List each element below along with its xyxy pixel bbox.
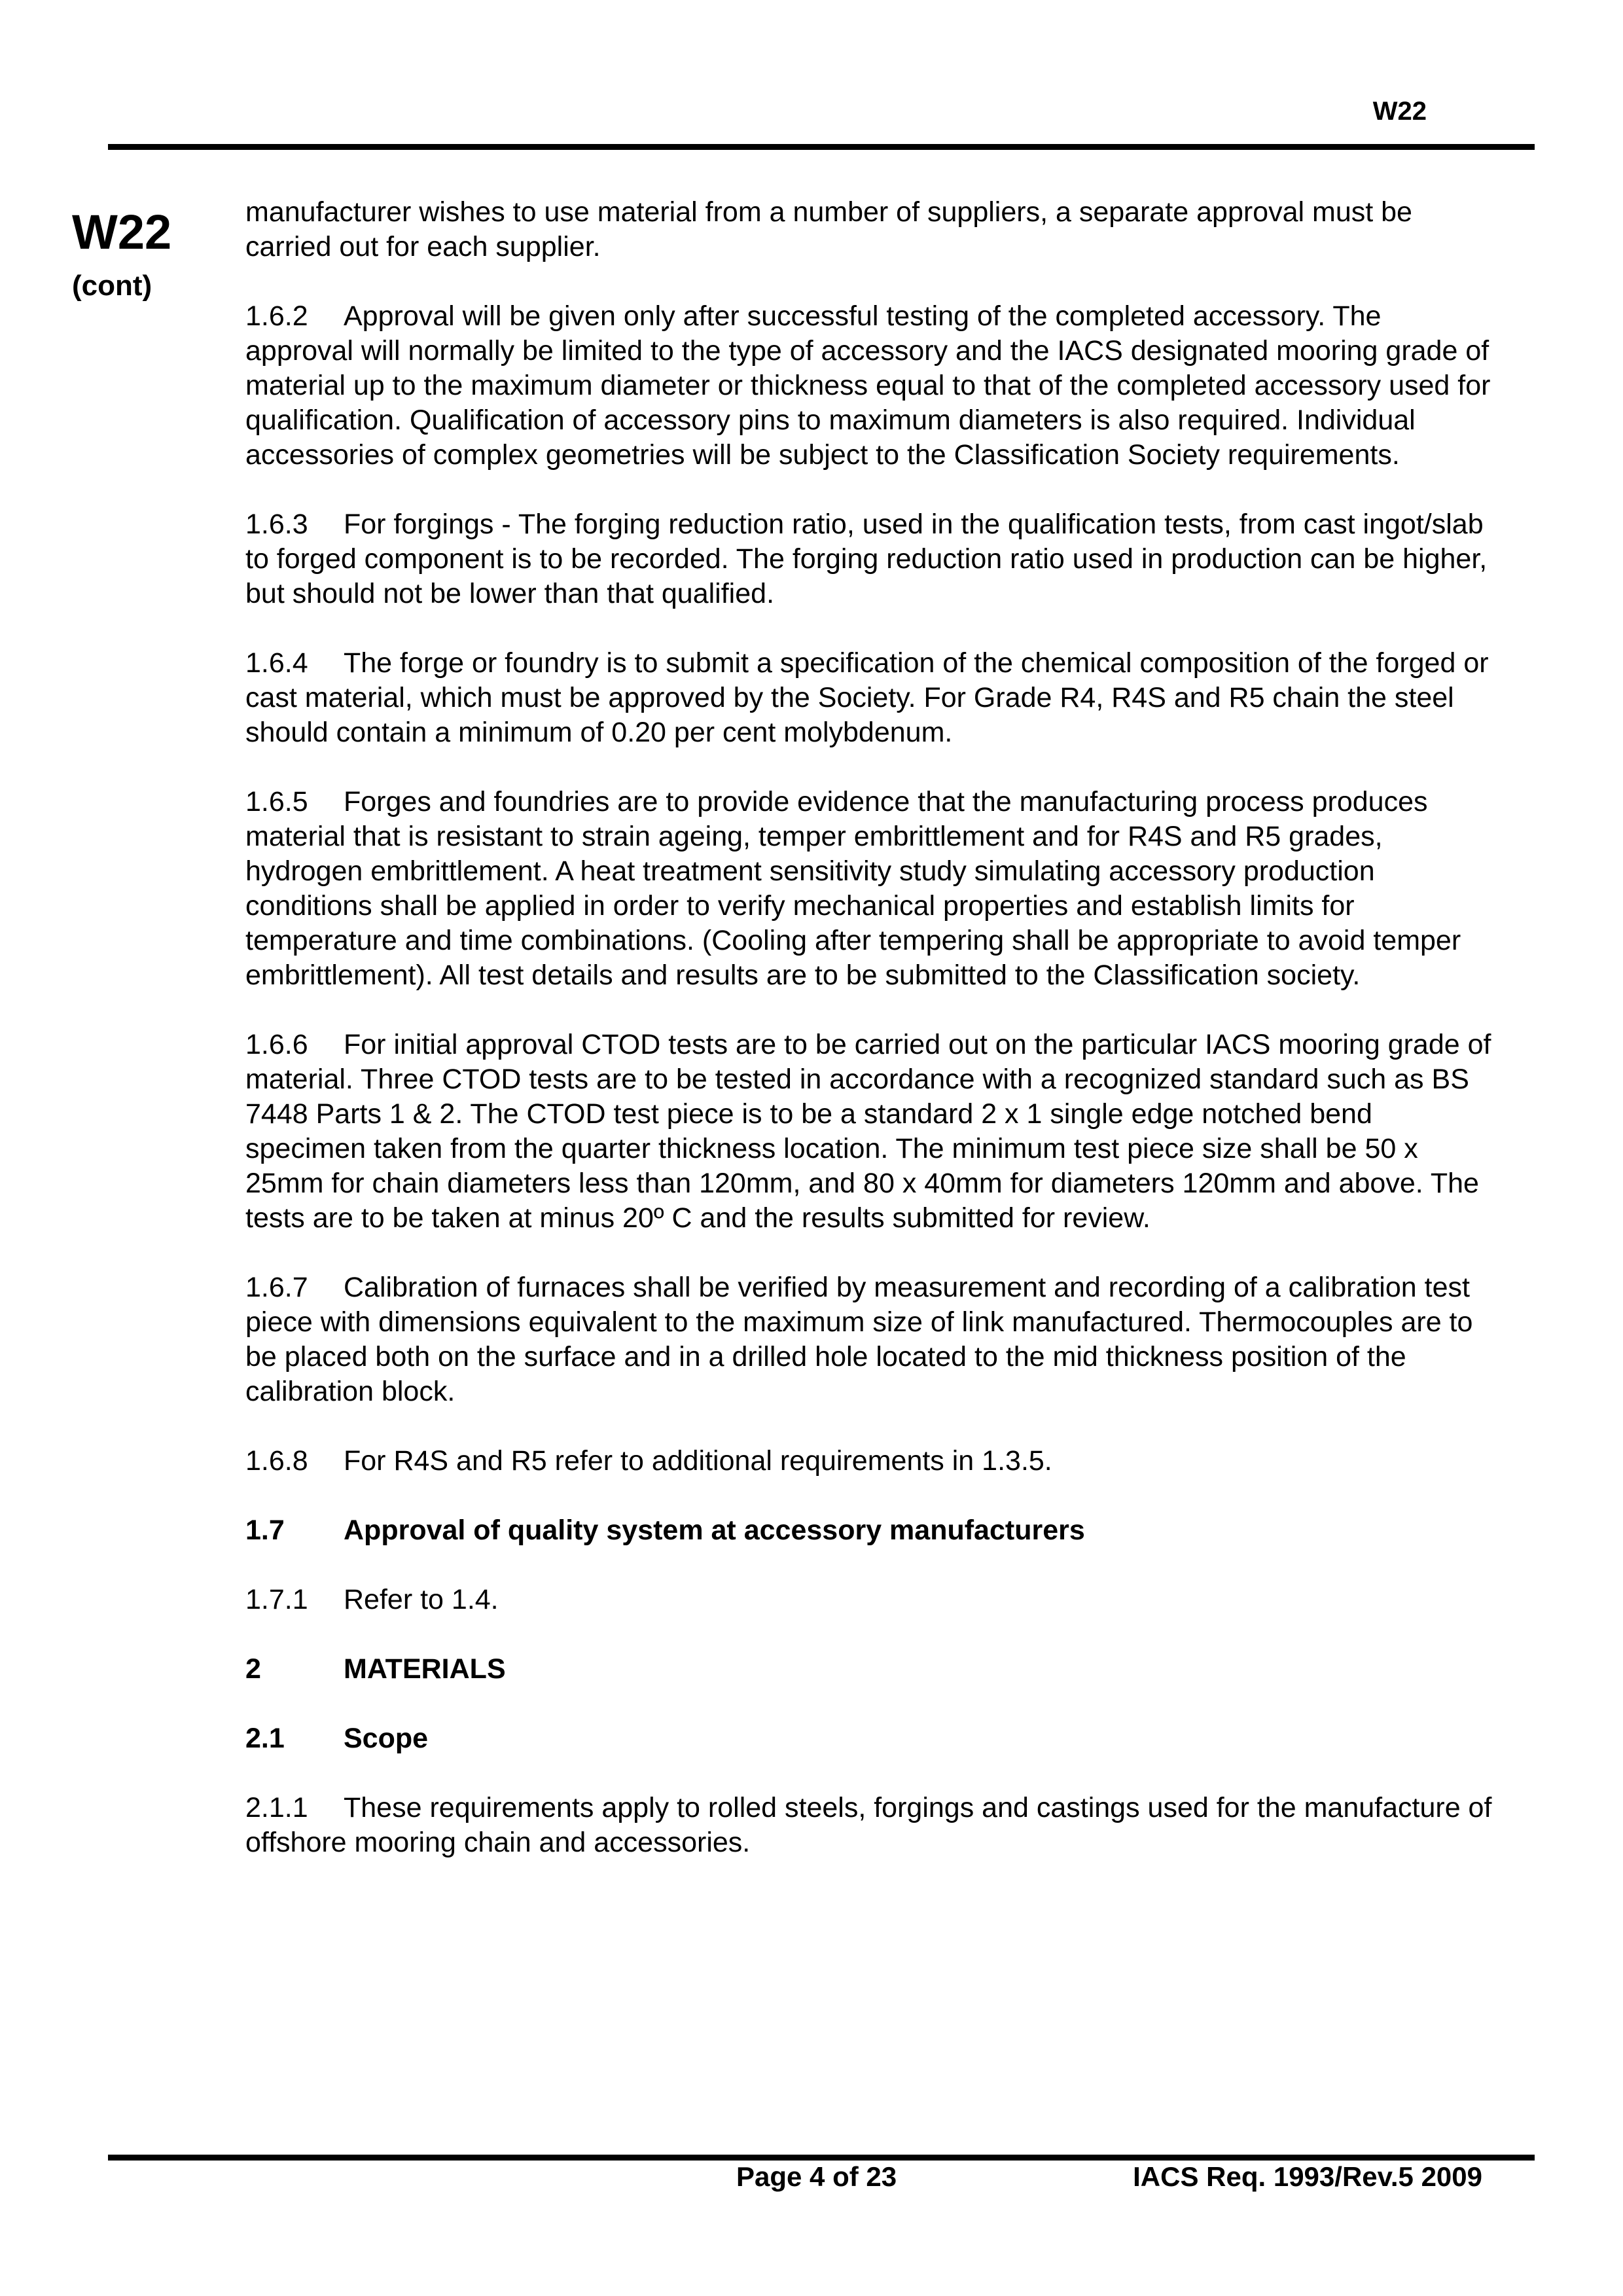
paragraph-1-6-5 <box>245 785 1495 993</box>
clause-number: 2.1.1 <box>245 1792 308 1823</box>
paragraph-continuation <box>245 195 1495 264</box>
paragraph-1-6-2 <box>245 299 1495 473</box>
header-rule <box>108 144 1535 150</box>
section-number: 2.1 <box>245 1723 285 1754</box>
paragraph-1-6-7 <box>245 1270 1495 1409</box>
paragraph-text: Approval will be given only after successful testing of the completed accessory. The approval will normally be limited to the type of accessory and the IACS designated mooring grade of material up to the maximum diameter or thickness equal to that of the completed accessory used for qualification. Qualification of accessory pins to maximum diameters is also required. Individual accessories of complex geometries will be subject to the Classification Society requirements. <box>245 300 1491 471</box>
paragraph-text: The forge or foundry is to submit a specification of the chemical composition of the forged or cast material, which must be approved by the Society. For Grade R4, R4S and R5 chain the steel should contain a minimum of 0.20 per cent molybdenum. <box>245 647 1489 748</box>
paragraph-text: Forges and foundries are to provide evidence that the manufacturing process produces material that is resistant to strain ageing, temper embrittlement and for R4S and R5 grades, hydrogen embrittlement. A heat treatment sensitivity study simulating accessory production conditions shall be applied in order to verify mechanical properties and establish limits for temperature and time combinations. (Cooling after tempering shall be appropriate to avoid temper embrittlement). All test details and results are to be submitted to the Classification society. <box>245 786 1461 991</box>
side-code: W22 <box>72 205 172 259</box>
clause-number: 1.6.7 <box>245 1272 308 1303</box>
paragraph-1-6-6 <box>245 1028 1495 1236</box>
paragraph-1-7-1 <box>245 1583 1495 1617</box>
paragraph-text: manufacturer wishes to use material from a number of suppliers, a separate approval must be carried out for each supplier. <box>245 196 1412 262</box>
paragraph-2-1-1 <box>245 1791 1495 1860</box>
paragraph-text: Refer to 1.4. <box>344 1584 499 1615</box>
clause-number: 1.6.4 <box>245 647 308 679</box>
header-code: W22 <box>1372 97 1427 126</box>
paragraph-text: For R4S and R5 refer to additional requirements in 1.3.5. <box>344 1445 1052 1477</box>
paragraph-1-6-3 <box>245 507 1495 611</box>
clause-number: 1.6.6 <box>245 1029 308 1060</box>
paragraph-text: For initial approval CTOD tests are to be carried out on the particular IACS mooring grade of material. Three CTOD tests are to be tested in accordance with a recognized standard such as BS 7448 Parts 1 & 2. The CTOD test piece is to be a standard 2 x 1 single edge notched bend specimen taken from the quarter thickness location. The minimum test piece size shall be 50 x 25mm for chain diameters less than 120mm, and 80 x 40mm for diameters 120mm and above. The tests are to be taken at minus 20º C and the results submitted for review. <box>245 1029 1491 1234</box>
page-number: Page 4 of 23 <box>736 2161 897 2192</box>
section-number: 2 <box>245 1653 261 1685</box>
paragraph-1-6-8 <box>245 1444 1495 1479</box>
section-heading-2-1 <box>245 1721 1495 1756</box>
paragraph-text: These requirements apply to rolled steels, forgings and castings used for the manufacture of offshore mooring chain and accessories. <box>245 1792 1492 1858</box>
clause-number: 1.6.8 <box>245 1445 308 1477</box>
clause-number: 1.6.3 <box>245 509 308 540</box>
section-heading-2 <box>245 1652 1495 1687</box>
section-title: MATERIALS <box>344 1653 506 1685</box>
clause-number: 1.6.2 <box>245 300 308 332</box>
clause-number: 1.6.5 <box>245 786 308 817</box>
paragraph-text: For forgings - The forging reduction ratio, used in the qualification tests, from cast ingot/slab to forged component is to be recorded. The forging reduction ratio used in production can be higher, but should not be lower than that qualified. <box>245 509 1488 609</box>
section-heading-1-7 <box>245 1513 1495 1548</box>
section-title: Scope <box>344 1723 429 1754</box>
paragraph-1-6-4 <box>245 646 1495 750</box>
footer-rule <box>108 2155 1535 2161</box>
section-title: Approval of quality system at accessory manufacturers <box>344 1515 1085 1546</box>
clause-number: 1.7.1 <box>245 1584 308 1615</box>
section-number: 1.7 <box>245 1515 285 1546</box>
document-reference: IACS Req. 1993/Rev.5 2009 <box>1133 2161 1482 2192</box>
side-cont-label: (cont) <box>72 270 152 302</box>
document-body <box>245 195 1495 1895</box>
paragraph-text: Calibration of furnaces shall be verified by measurement and recording of a calibration test piece with dimensions equivalent to the maximum size of link manufactured. Thermocouples are to be placed both on the surface and in a drilled hole located to the mid thickness position of the calibration block. <box>245 1272 1473 1407</box>
